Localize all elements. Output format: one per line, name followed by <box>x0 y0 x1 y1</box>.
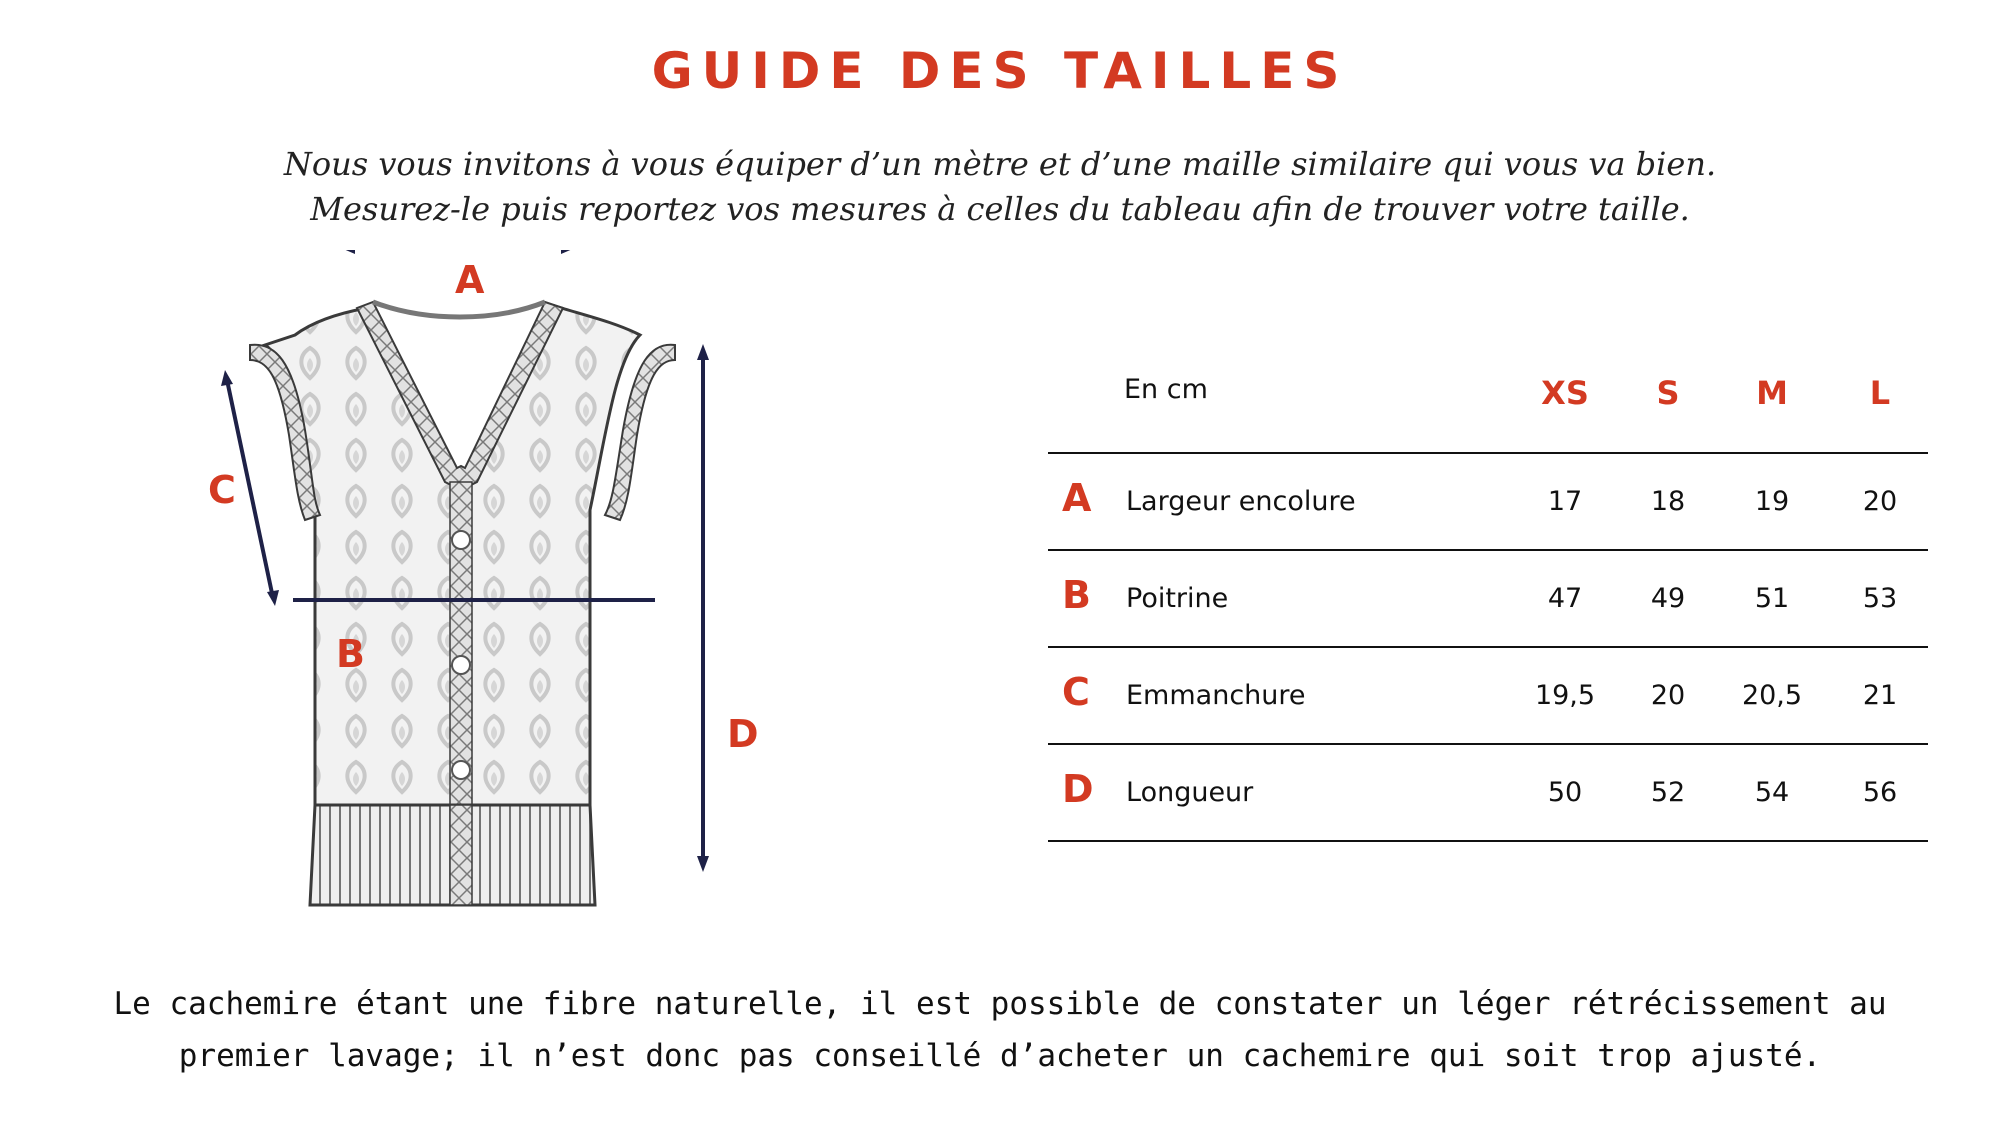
dimension-label-d: D <box>727 712 759 756</box>
size-table <box>1048 360 1928 842</box>
table-row <box>1048 454 1928 551</box>
value-xs: 47 <box>1547 583 1583 614</box>
value-m: 19 <box>1754 486 1790 517</box>
row-letter: B <box>1062 573 1091 617</box>
care-note <box>0 978 2000 1082</box>
button-1 <box>452 531 470 549</box>
size-header-m: M <box>1756 374 1788 412</box>
page-title: GUIDE DES TAILLES <box>651 42 1349 100</box>
button-2 <box>452 656 470 674</box>
button-3 <box>452 761 470 779</box>
intro-line-1: Nous vous invitons à vous équiper d’un mètre et d’une maille similaire qui vous va bien. <box>283 145 1717 183</box>
row-name: Emmanchure <box>1126 680 1306 711</box>
value-s: 20 <box>1650 680 1686 711</box>
dimension-label-a: A <box>455 258 485 302</box>
size-header-l: L <box>1869 374 1891 412</box>
value-s: 18 <box>1650 486 1686 517</box>
value-m: 54 <box>1754 777 1790 808</box>
row-name: Poitrine <box>1126 583 1229 614</box>
value-l: 20 <box>1862 486 1898 517</box>
row-name: Largeur encolure <box>1126 486 1356 517</box>
size-header-s: S <box>1656 374 1680 412</box>
value-m: 51 <box>1754 583 1790 614</box>
vest-cardigan-illustration-icon <box>195 250 755 910</box>
value-s: 49 <box>1650 583 1686 614</box>
intro-text <box>0 142 2000 232</box>
size-table-header <box>1048 360 1928 454</box>
unit-label: En cm <box>1124 374 1208 405</box>
row-name: Longueur <box>1126 777 1254 808</box>
dimension-label-b: B <box>336 632 365 676</box>
value-m: 20,5 <box>1741 680 1803 711</box>
table-row <box>1048 648 1928 745</box>
dimension-label-c: C <box>208 468 236 512</box>
vest-diagram <box>195 250 755 910</box>
value-xs: 17 <box>1547 486 1583 517</box>
value-l: 56 <box>1862 777 1898 808</box>
row-letter: C <box>1062 670 1090 714</box>
row-letter: D <box>1062 767 1094 811</box>
table-row <box>1048 551 1928 648</box>
value-l: 21 <box>1862 680 1898 711</box>
value-s: 52 <box>1650 777 1686 808</box>
table-row <box>1048 745 1928 842</box>
value-xs: 19,5 <box>1534 680 1596 711</box>
care-note-line-2: premier lavage; il n’est donc pas conseillé d’acheter un cachemire qui soit trop ajusté. <box>178 1038 1822 1074</box>
value-l: 53 <box>1862 583 1898 614</box>
row-letter: A <box>1062 476 1092 520</box>
value-xs: 50 <box>1547 777 1583 808</box>
size-header-xs: XS <box>1541 374 1589 412</box>
care-note-line-1: Le cachemire étant une fibre naturelle, il est possible de constater un léger rétrécissement au <box>113 986 1887 1022</box>
intro-line-2: Mesurez-le puis reportez vos mesures à celles du tableau afin de trouver votre taille. <box>310 190 1690 228</box>
